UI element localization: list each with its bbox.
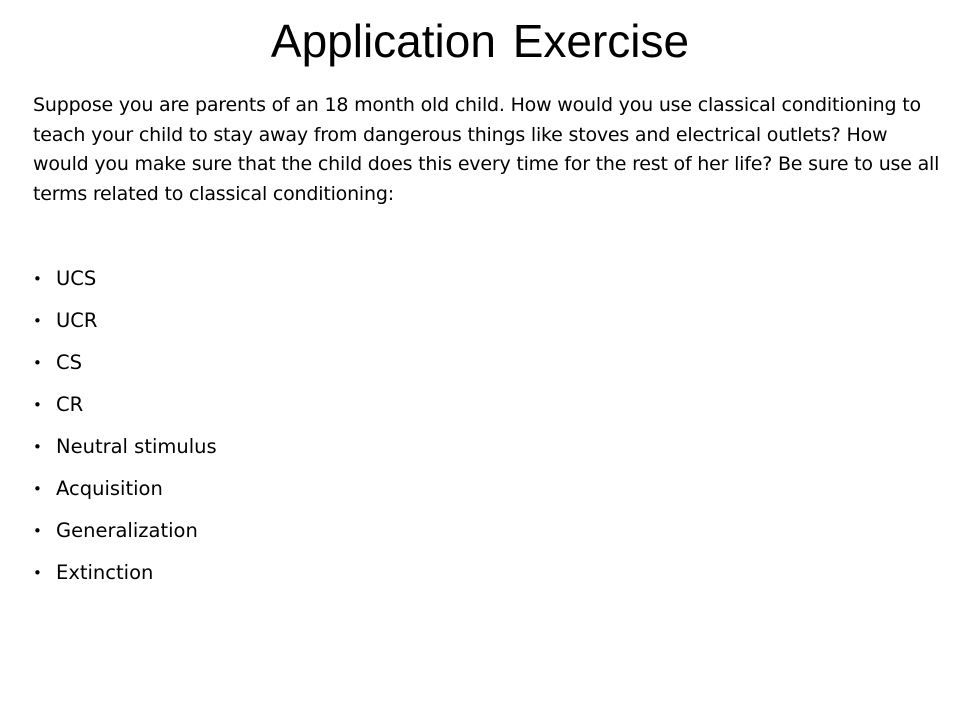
term-label: Extinction: [56, 561, 154, 584]
bullet-icon: •: [33, 480, 42, 498]
slide-title: Application Exercise: [270, 15, 690, 67]
term-label: Acquisition: [56, 477, 163, 500]
list-item: [33, 342, 217, 384]
list-item: [33, 468, 217, 510]
term-label: Generalization: [56, 519, 198, 542]
bullet-icon: •: [33, 270, 42, 288]
term-label: CR: [56, 393, 84, 416]
terms-list: [33, 258, 217, 594]
list-item: [33, 258, 217, 300]
list-item: [33, 384, 217, 426]
bullet-icon: •: [33, 564, 42, 582]
list-item: [33, 510, 217, 552]
bullet-icon: •: [33, 396, 42, 414]
term-label: UCS: [56, 267, 97, 290]
list-item: [33, 426, 217, 468]
list-item: [33, 300, 217, 342]
term-label: CS: [56, 351, 82, 374]
term-label: Neutral stimulus: [56, 435, 217, 458]
bullet-icon: •: [33, 438, 42, 456]
list-item: [33, 552, 217, 594]
bullet-icon: •: [33, 312, 42, 330]
exercise-prompt: Suppose you are parents of an 18 month old child. How would you use classical conditioning to teach your child to stay away from dangerous things like stoves and electrical outlets? How would you make sure that the child does this every time for the rest of her life? Be sure to use all terms related to classical conditioning:: [33, 94, 940, 205]
bullet-icon: •: [33, 354, 42, 372]
bullet-icon: •: [33, 522, 42, 540]
term-label: UCR: [56, 309, 98, 332]
